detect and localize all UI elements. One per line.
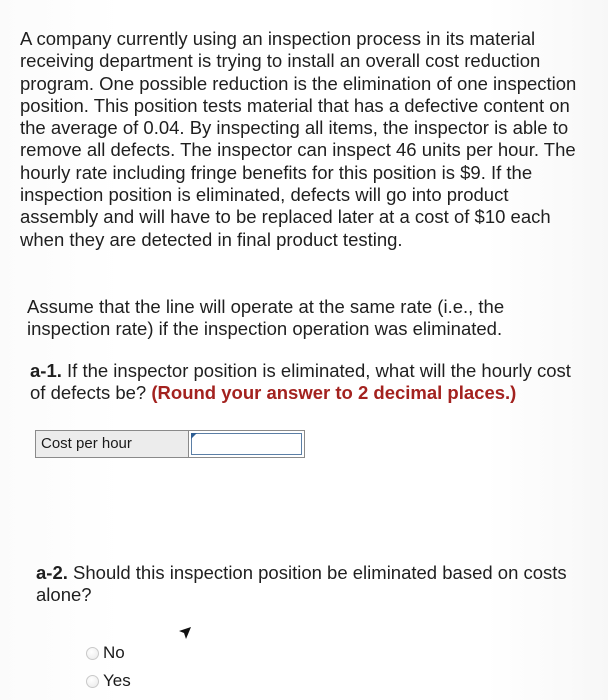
part-a1-prompt <box>30 360 590 405</box>
radio-yes-circle-icon[interactable] <box>86 675 99 688</box>
input-corner-marker-icon <box>191 433 197 439</box>
part-a2-text: Should this inspection position be eliminated based on costs alone? <box>36 562 567 606</box>
cost-per-hour-label: Cost per hour <box>36 431 189 457</box>
cost-per-hour-input[interactable] <box>191 433 302 455</box>
part-a1-text: If the inspector position is eliminated, what will the hourly cost of defects be? <box>30 360 571 404</box>
part-a1-label: a-1. <box>30 360 62 381</box>
radio-no-label[interactable]: No <box>103 643 125 662</box>
radio-yes-label[interactable]: Yes <box>103 671 131 690</box>
question-intro: A company currently using an inspection process in its material receiving department is trying to install an overall cost reduction program. One possible reduction is the elimination of one inspection position. This position tests material that has a defective content on the average of 0.04. By inspecting all items, the inspector is able to remove all defects. The inspector can inspect 46 units per hour. The hourly rate including fringe benefits for this position is $9. If the inspection position is eliminated, defects will go into product assembly and will have to be replaced later at a cost of $10 each when they are detected in final product testing. <box>20 28 577 250</box>
part-a1-instruction: (Round your answer to 2 decimal places.) <box>151 382 517 404</box>
radio-no-circle-icon[interactable] <box>86 647 99 660</box>
radio-option-no[interactable] <box>86 643 125 663</box>
radio-option-yes[interactable] <box>86 671 131 691</box>
part-a2-prompt <box>36 562 576 607</box>
question-assumption: Assume that the line will operate at the same rate (i.e., the inspection rate) if the inspection operation was eliminated. <box>27 296 505 340</box>
cost-per-hour-cell[interactable] <box>189 431 304 457</box>
mouse-cursor-icon <box>178 626 192 640</box>
part-a2-label: a-2. <box>36 562 68 583</box>
cost-per-hour-table <box>35 430 305 458</box>
